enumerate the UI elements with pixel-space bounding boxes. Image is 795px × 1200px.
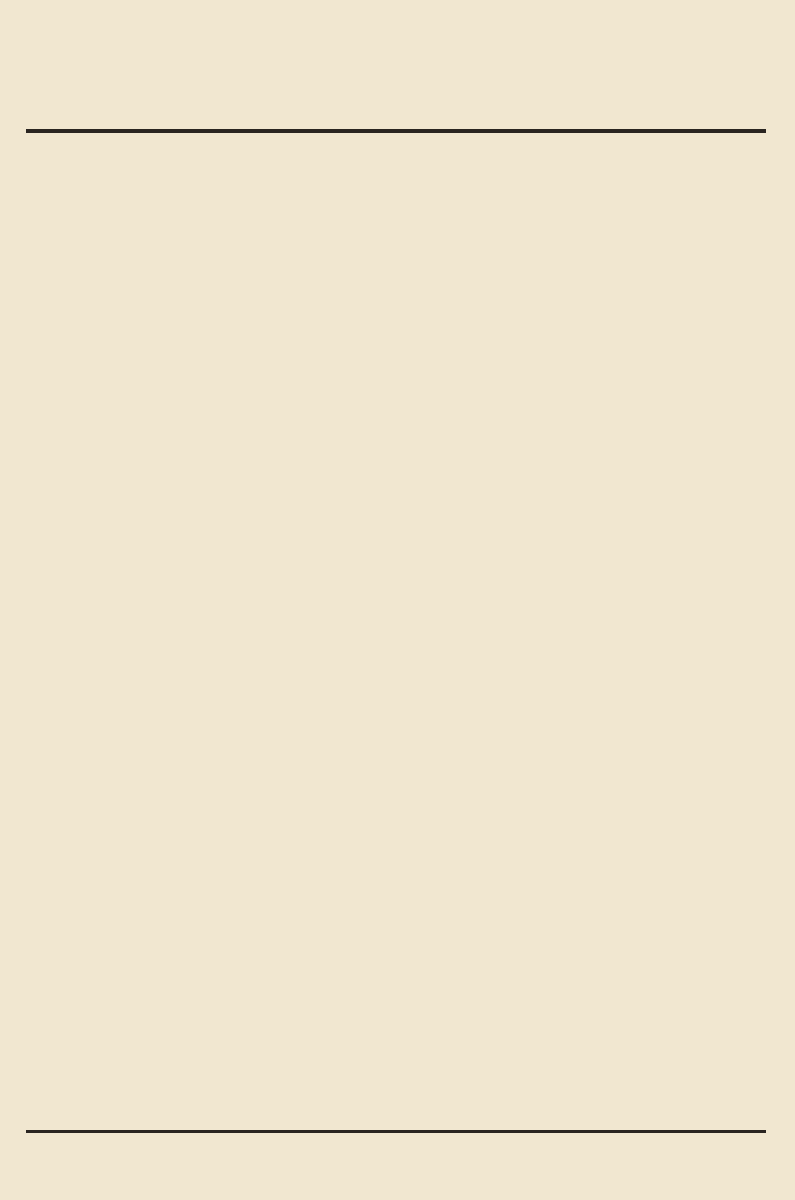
header-top-rule (26, 132, 766, 133)
data-table (26, 129, 766, 1133)
